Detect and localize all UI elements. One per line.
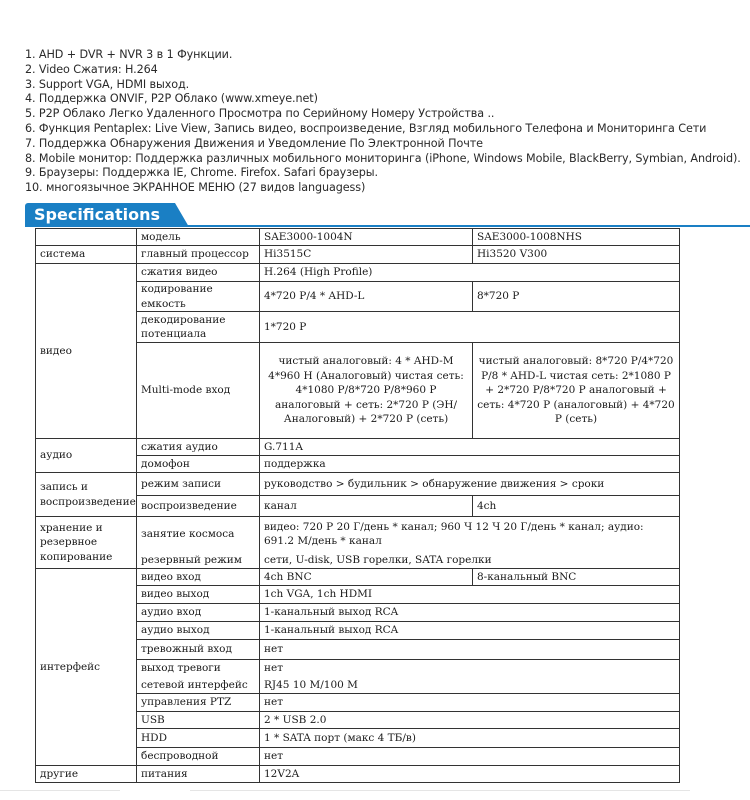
encoding-b: 8*720 P xyxy=(473,282,680,312)
feature-item-1: 1. AHD + DVR + NVR 3 в 1 Функции. xyxy=(25,48,233,61)
encoding-label: кодирование емкость xyxy=(137,282,260,312)
playback-label: воспроизведение xyxy=(137,496,260,517)
alarm-in-label: тревожный вход xyxy=(137,640,260,660)
ptz-label: управления PTZ xyxy=(137,694,260,712)
video-out-label: видео выход xyxy=(137,586,260,604)
feature-item-7: 7. Поддержка Обнаружения Движения и Уведомление По Электронной Почте xyxy=(25,136,483,150)
table-row xyxy=(36,766,680,783)
specifications-header xyxy=(25,203,750,227)
record-mode-label: режим записи xyxy=(137,473,260,496)
usb-value: 2 * USB 2.0 xyxy=(260,712,680,729)
recording-category: запись и воспроизведение xyxy=(36,473,137,517)
space-label: занятие космоса xyxy=(137,517,260,552)
footer-divider-right xyxy=(190,790,690,791)
feature-item-6: 6. Функция Pentaplex: Live View, Запись видео, воспроизведение, Взгляд мобильного Телефона и Мониторинга Сети xyxy=(25,121,707,135)
model-a: SAE3000-1004N xyxy=(260,229,473,246)
multimode-a: чистый аналоговый: 4 * AHD-M 4*960 H (Аналоговый) чистая сеть: 4*1080 P/8*720 P/8*960 P аналоговый + сеть: 2*720 P (ЭН/Аналоговый) + 2*720 P (сеть) xyxy=(260,343,473,439)
footer-divider-left xyxy=(0,790,120,791)
alarm-in-value: нет xyxy=(260,640,680,660)
wireless-value: нет xyxy=(260,748,680,766)
table-row xyxy=(36,473,680,496)
video-compression-value: H.264 (High Profile) xyxy=(260,264,680,282)
intercom-value: поддержка xyxy=(260,456,680,473)
alarm-out-label: выход тревоги xyxy=(137,660,260,677)
specifications-title: Specifications xyxy=(34,205,160,224)
decoding-value: 1*720 P xyxy=(260,312,680,343)
audio-out-label: аудио выход xyxy=(137,622,260,640)
usb-label: USB xyxy=(137,712,260,729)
table-row xyxy=(36,439,680,456)
table-row xyxy=(36,517,680,552)
intercom-label: домофон xyxy=(137,456,260,473)
cpu-b: Hi3520 V300 xyxy=(473,246,680,264)
model-label: модель xyxy=(137,229,260,246)
table-row xyxy=(36,569,680,586)
video-category: видео xyxy=(36,264,137,439)
audio-category: аудио xyxy=(36,439,137,473)
playback-b: 4ch xyxy=(473,496,680,517)
storage-category: хранение и резервное копирование xyxy=(36,517,137,569)
record-mode-value: руководство > будильник > обнаружение движения > сроки xyxy=(260,473,680,496)
table-row xyxy=(36,229,680,246)
feature-item-9: 9. Браузеры: Поддержка IE, Chrome. Firefox. Safari браузеры. xyxy=(25,166,378,180)
video-in-b: 8-канальный BNC xyxy=(473,569,680,586)
specifications-table xyxy=(35,228,680,783)
table-row xyxy=(36,264,680,282)
empty-cell xyxy=(36,229,137,246)
decoding-label: декодирование потенциала xyxy=(137,312,260,343)
specifications-tab xyxy=(25,203,175,227)
feature-item-4: 4. Поддержка ONVIF, P2P Облако (www.xmeye.net) xyxy=(25,92,318,106)
interface-category: интерфейс xyxy=(36,569,137,766)
space-value: видео: 720 P 20 Г/день * канал; 960 Ч 12 Ч 20 Г/день * канал; аудио: 691.2 М/день * канал xyxy=(260,517,680,552)
multimode-b: чистый аналоговый: 8*720 P/4*720 P/8 * AHD-L чистая сеть: 2*1080 P + 2*720 P/8*720 P аналоговый + сеть: 4*720 P (аналоговый) + 4*720 P (сеть) xyxy=(473,343,680,439)
playback-a: канал xyxy=(260,496,473,517)
cpu-label: главный процессор xyxy=(137,246,260,264)
feature-item-2: 2. Video Сжатия: H.264 xyxy=(25,62,158,76)
ptz-value: нет xyxy=(260,694,680,712)
power-label: питания xyxy=(137,766,260,783)
wireless-label: беспроводной xyxy=(137,748,260,766)
backup-value: сети, U-disk, USB горелки, SATA горелки xyxy=(260,552,680,569)
backup-label: резервный режим xyxy=(137,552,260,569)
feature-item-10: 10. многоязычное ЭКРАННОЕ МЕНЮ (27 видов languagess) xyxy=(25,181,366,195)
feature-item-5: 5. P2P Облако Легко Удаленного Просмотра по Серийному Номеру Устройства .. xyxy=(25,107,495,121)
system-category: система xyxy=(36,246,137,264)
encoding-a: 4*720 P/4 * AHD-L xyxy=(260,282,473,312)
feature-item-3: 3. Support VGA, HDMI выход. xyxy=(25,77,190,91)
network-label: сетевой интерфейс xyxy=(137,677,260,694)
table-row xyxy=(36,246,680,264)
video-in-label: видео вход xyxy=(137,569,260,586)
video-in-a: 4ch BNC xyxy=(260,569,473,586)
audio-out-value: 1-канальный выход RCA xyxy=(260,622,680,640)
feature-list xyxy=(25,48,750,196)
network-value: RJ45 10 M/100 M xyxy=(260,677,680,694)
hdd-value: 1 * SATA порт (макс 4 ТБ/в) xyxy=(260,729,680,748)
video-compression-label: сжатия видео xyxy=(137,264,260,282)
power-value: 12V2A xyxy=(260,766,680,783)
cpu-a: Hi3515C xyxy=(260,246,473,264)
hdd-label: HDD xyxy=(137,729,260,748)
feature-item-8: 8. Mobile монитор: Поддержка различных мобильного мониторинга (iPhone, Windows Mobile, BlackBerry, Symbian, Android). xyxy=(25,151,741,165)
multimode-label: Multi-mode вход xyxy=(137,343,260,439)
specifications-underline xyxy=(25,225,750,227)
video-out-value: 1ch VGA, 1ch HDMI xyxy=(260,586,680,604)
audio-in-label: аудио вход xyxy=(137,604,260,622)
alarm-out-value: нет xyxy=(260,660,680,677)
model-b: SAE3000-1008NHS xyxy=(473,229,680,246)
other-category: другие xyxy=(36,766,137,783)
audio-compression-label: сжатия аудио xyxy=(137,439,260,456)
audio-in-value: 1-канальный выход RCA xyxy=(260,604,680,622)
audio-compression-value: G.711A xyxy=(260,439,680,456)
